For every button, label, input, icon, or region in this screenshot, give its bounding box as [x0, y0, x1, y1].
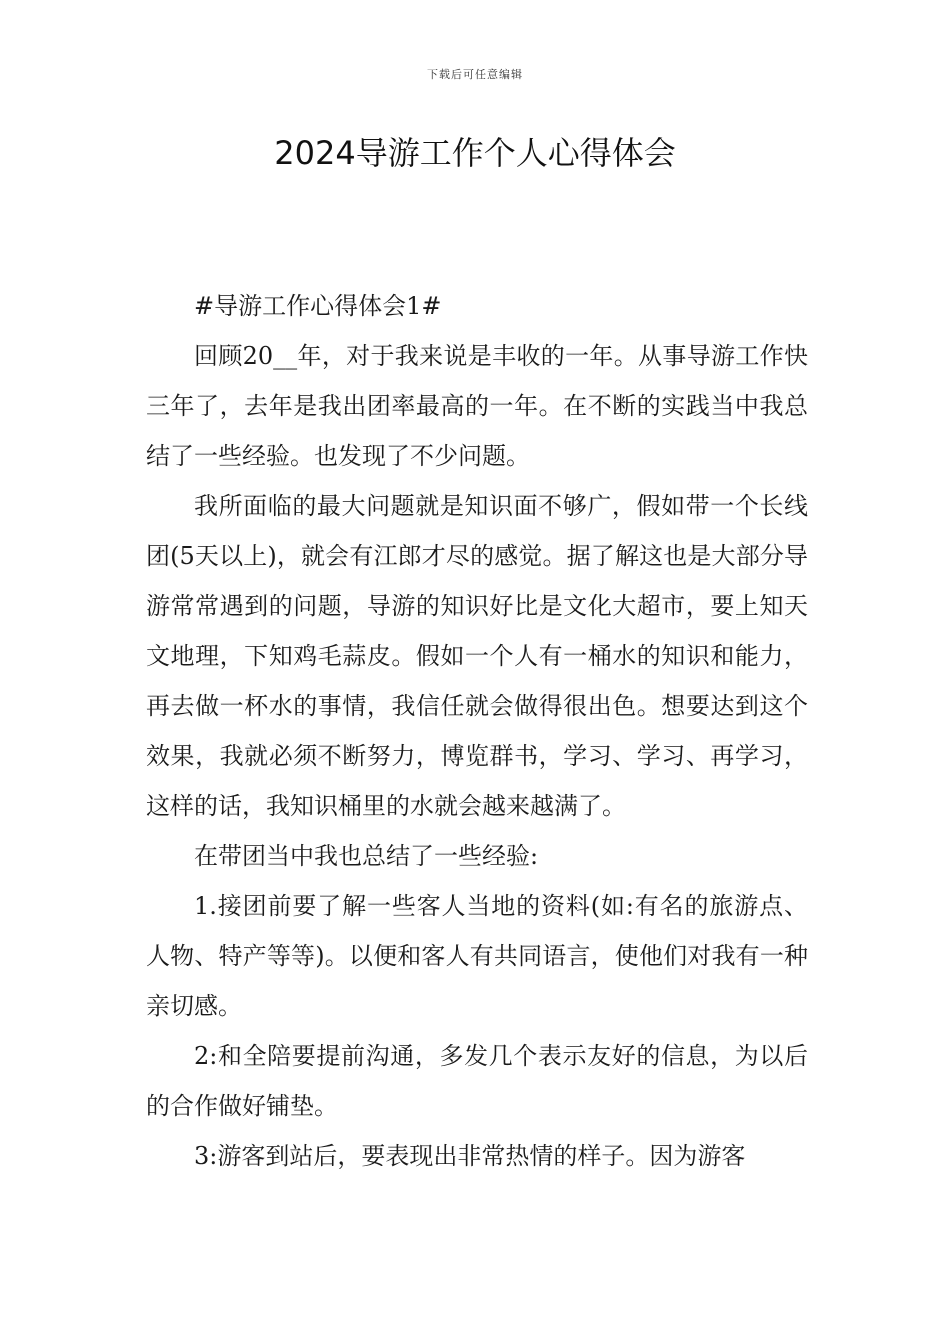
paragraph: 我所面临的最大问题就是知识面不够广，假如带一个长线团(5天以上)，就会有江郎才尽的感觉。据了解这也是大部分导游常常遇到的问题，导游的知识好比是文化大超市，要上知天文地理，下知鸡毛蒜皮。假如一个人有一桶水的知识和能力，再去做一杯水的事情，我信任就会做得很出色。想要达到这个效果，我就必须不断努力，博览群书，学习、学习、再学习，这样的话，我知识桶里的水就会越来越满了。 [146, 492, 808, 820]
list-item: 2:和全陪要提前沟通，多发几个表示友好的信息，为以后的合作做好铺垫。 [146, 1042, 808, 1120]
list-item: 1.接团前要了解一些客人当地的资料(如:有名的旅游点、人物、特产等等)。以便和客人有共同语言，使他们对我有一种亲切感。 [146, 892, 808, 1020]
paragraph: 在带团当中我也总结了一些经验: [194, 842, 539, 870]
list-item: 3:游客到站后，要表现出非常热情的样子。因为游客 [194, 1142, 746, 1170]
paragraph: 回顾20__年，对于我来说是丰收的一年。从事导游工作快三年了，去年是我出团率最高的一年。在不断的实践当中我总结了一些经验。也发现了不少问题。 [146, 342, 808, 470]
header-note: 下载后可任意编辑 [427, 68, 523, 81]
section-heading: #导游工作心得体会1# [194, 292, 442, 320]
document-body [146, 281, 808, 1181]
document-title: 2024导游工作个人心得体会 [274, 134, 676, 172]
